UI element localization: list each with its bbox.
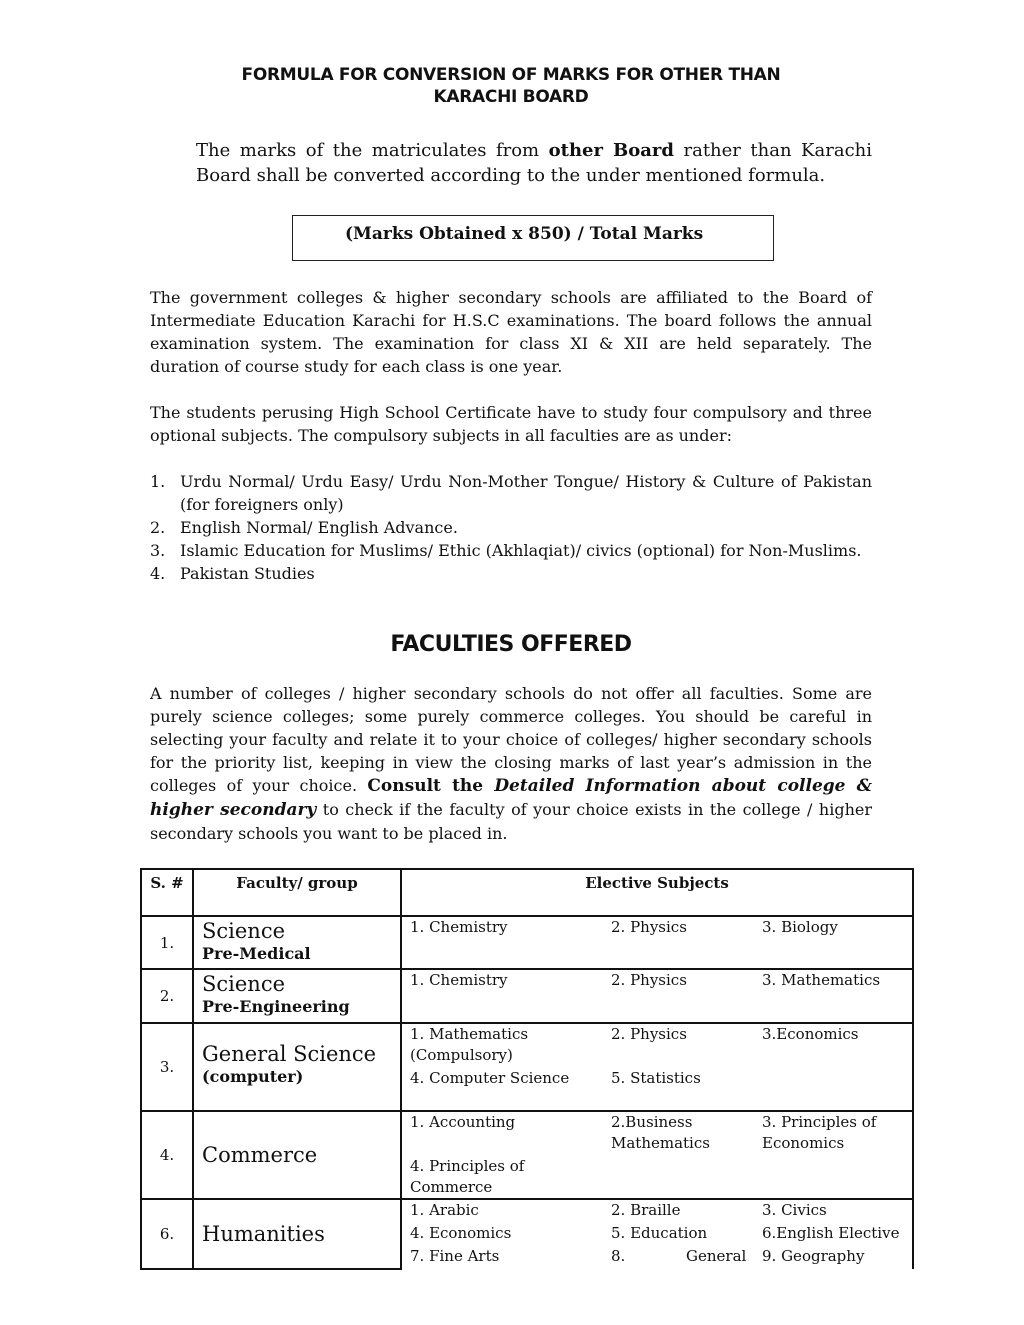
row-sn: 4.: [141, 1111, 193, 1199]
faculties-text-bold: Consult the: [367, 776, 495, 796]
list-item-text: English Normal/ English Advance.: [180, 518, 458, 537]
list-item: [150, 539, 872, 562]
subject: 6.English Elective: [762, 1224, 900, 1242]
subject: 2.Business: [611, 1113, 693, 1131]
faculty-name: Science: [202, 919, 286, 943]
title-line-2: KARACHI BOARD: [433, 87, 589, 107]
row-faculty: [193, 916, 401, 969]
intro-text-post: rather than Karachi Board shall be converted according to the under mentioned formula.: [196, 140, 872, 186]
row-faculty: [193, 1111, 401, 1199]
subject: 4. Economics: [410, 1224, 512, 1242]
row-subjects: [401, 1199, 913, 1269]
table-row: [141, 1111, 913, 1199]
list-item-number: 4.: [150, 564, 166, 583]
row-faculty: [193, 1023, 401, 1111]
list-item: [150, 470, 872, 516]
subject: Commerce: [410, 1178, 493, 1196]
table-header-row: [141, 869, 913, 916]
faculty-group: Pre-Engineering: [202, 997, 350, 1016]
subject: 2. Physics: [611, 918, 687, 936]
formula-text: (Marks Obtained x 850) / Total Marks: [345, 224, 704, 244]
list-item-text: Islamic Education for Muslims/ Ethic (Akhlaqiat)/ civics (optional) for Non-Muslims.: [180, 541, 862, 560]
subject: Mathematics: [611, 1134, 710, 1152]
subject: 5. Statistics: [611, 1069, 701, 1087]
row-sn: 1.: [141, 916, 193, 969]
row-subjects: [401, 916, 913, 969]
list-item: [150, 516, 872, 539]
table-row: [141, 969, 913, 1023]
table-row: [141, 916, 913, 969]
row-subjects: [401, 1111, 913, 1199]
intro-text-bold: other Board: [548, 140, 674, 161]
row-sn: 3.: [141, 1023, 193, 1111]
page-title: [150, 64, 872, 108]
subject: 1. Chemistry: [410, 971, 508, 989]
subject: General: [686, 1247, 747, 1265]
subject: 3. Biology: [762, 918, 838, 936]
faculty-name: General Science: [202, 1042, 377, 1066]
formula-box: [292, 215, 774, 261]
title-line-1: FORMULA FOR CONVERSION OF MARKS FOR OTHER THAN: [241, 65, 781, 85]
table-row: [141, 1023, 913, 1111]
faculty-name: Science: [202, 972, 286, 996]
row-faculty: [193, 969, 401, 1023]
list-item-text: Pakistan Studies: [180, 564, 315, 583]
subject: 9. Geography: [762, 1247, 865, 1265]
paragraph-compulsory-intro: The students perusing High School Certificate have to study four compulsory and three optional subjects. The compulsory subjects in all faculties are as under:: [150, 403, 872, 445]
subject: 8.: [611, 1247, 626, 1265]
subject: 7. Fine Arts: [410, 1247, 500, 1265]
subject: 2. Physics: [611, 971, 687, 989]
subject: 1. Mathematics: [410, 1025, 529, 1043]
subject: 3. Principles of: [762, 1113, 877, 1131]
subject: 2. Physics: [611, 1025, 687, 1043]
intro-text-pre: The marks of the matriculates from: [196, 140, 549, 161]
faculty-group: (computer): [202, 1067, 304, 1086]
subject: Economics: [762, 1134, 845, 1152]
faculty-name: Humanities: [202, 1221, 325, 1246]
header-faculty: Faculty/ group: [193, 869, 401, 916]
list-item: [150, 562, 872, 585]
subject: 4. Principles of: [410, 1157, 525, 1175]
faculties-table: [140, 868, 914, 1270]
subject: 1. Accounting: [410, 1113, 516, 1131]
faculty-name: Commerce: [202, 1142, 318, 1167]
row-faculty: [193, 1199, 401, 1269]
compulsory-subjects-list: [150, 470, 872, 585]
list-item-number: 1.: [150, 472, 166, 491]
row-subjects: [401, 969, 913, 1023]
subject: 2. Braille: [611, 1201, 681, 1219]
intro-paragraph: [196, 138, 872, 188]
header-sn: S. #: [141, 869, 193, 916]
list-item-number: 2.: [150, 518, 166, 537]
subject: 3. Mathematics: [762, 971, 881, 989]
subject: 5. Education: [611, 1224, 708, 1242]
list-item-number: 3.: [150, 541, 166, 560]
subject: 4. Computer Science: [410, 1069, 570, 1087]
subject-note: (Compulsory): [410, 1046, 513, 1064]
paragraph-faculties: [150, 682, 872, 845]
table-row: [141, 1199, 913, 1269]
row-subjects: [401, 1023, 913, 1111]
faculties-text-bold-italic: Detailed Information about college & higher secondary: [150, 776, 873, 820]
subject: 3.Economics: [762, 1025, 859, 1043]
row-sn: 2.: [141, 969, 193, 1023]
paragraph-affiliation: The government colleges & higher secondary schools are affiliated to the Board of Intermediate Education Karachi for H.S.C examinations. The board follows the annual examination system. The examination for class XI & XII are held separately. The duration of course study for each class is one year.: [150, 288, 872, 376]
subject: 1. Chemistry: [410, 918, 508, 936]
header-subjects: Elective Subjects: [401, 869, 913, 916]
faculties-text-1: A number of colleges / higher secondary schools do not offer all faculties. Some are purely science colleges; some purely commerce colleges. You should be careful in selecting your faculty and relate it to your choice of colleges/ higher secondary schools for the priority list, keeping in view the closing marks of last year’s admission in the colleges of your choice.: [150, 684, 872, 795]
subject: 3. Civics: [762, 1201, 827, 1219]
row-sn: 6.: [141, 1199, 193, 1269]
subject: 1. Arabic: [410, 1201, 479, 1219]
faculties-text-2: to check if the faculty of your choice exists in the college / higher secondary schools you want to be placed in.: [150, 800, 872, 843]
list-item-text: Urdu Normal/ Urdu Easy/ Urdu Non-Mother Tongue/ History & Culture of Pakistan (for foreigners only): [180, 472, 872, 514]
section-title: FACULTIES OFFERED: [390, 632, 632, 657]
faculty-group: Pre-Medical: [202, 944, 311, 963]
